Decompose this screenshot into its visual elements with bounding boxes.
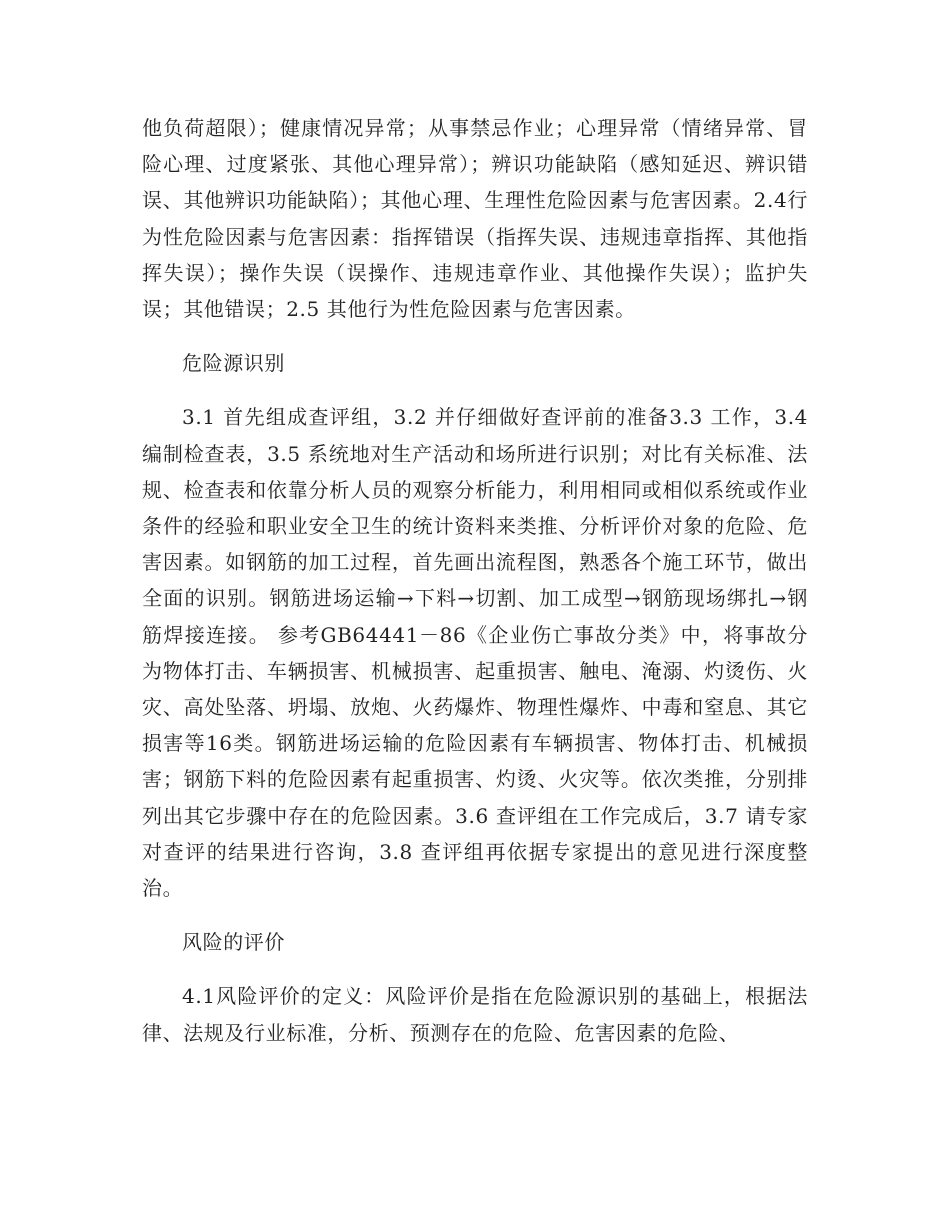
paragraph-hazard-factors-continued: 他负荷超限）；健康情况异常；从事禁忌作业；心理异常（情绪异常、冒险心理、过度紧张、其他心理异常）；辨识功能缺陷（感知延迟、辨识错误、其他辨识功能缺陷）；其他心理、生理性危险因素与危害因素。2.4行为性危险因素与危害因素：指挥错误（指挥失误、违规违章指挥、其他指挥失误）；操作失误（误操作、违规违章作业、其他操作失误）；监护失误；其他错误；2.5 其他行为性危险因素与危害因素。 bbox=[142, 116, 808, 322]
paragraph-risk-evaluation-definition: 4.1风险评价的定义：风险评价是指在危险源识别的基础上，根据法律、法规及行业标准，分析、预测存在的危险、危害因素的危险、 bbox=[142, 984, 808, 1045]
paragraph-hazard-identification: 3.1 首先组成查评组，3.2 并仔细做好查评前的准备3.3 工作，3.4 编制检查表，3.5 系统地对生产活动和场所进行识别；对比有关标准、法规、检查表和依靠分析人员的观察分析能力，利用相同或相似系统或作业条件的经验和职业安全卫生的统计资料来类推、分析评价对象的危险、危害因素。如钢筋的加工过程，首先画出流程图，熟悉各个施工环节，做出全面的识别。钢筋进场运输→下料→切割、加工成型→钢筋现场绑扎→钢筋焊接连接。 参考GB64441－86《企业伤亡事故分类》中，将事故分为物体打击、车辆损害、机械损害、起重损害、触电、淹溺、灼烫伤、火灾、高处坠落、坍塌、放炮、火药爆炸、物理性爆炸、中毒和窒息、其它损害等16类。钢筋进场运输的危险因素有车辆损害、物体打击、机械损害；钢筋下料的危险因素有起重损害、灼烫、火灾等。依次类推，分别排列出其它步骤中存在的危险因素。3.6 查评组在工作完成后，3.7 请专家对查评的结果进行咨询，3.8 查评组再依据专家提出的意见进行深度整治。 bbox=[142, 405, 808, 901]
section-heading-hazard-identification: 危险源识别 bbox=[182, 351, 285, 376]
document-body bbox=[142, 110, 808, 1069]
section-heading-risk-evaluation: 风险的评价 bbox=[182, 930, 285, 955]
